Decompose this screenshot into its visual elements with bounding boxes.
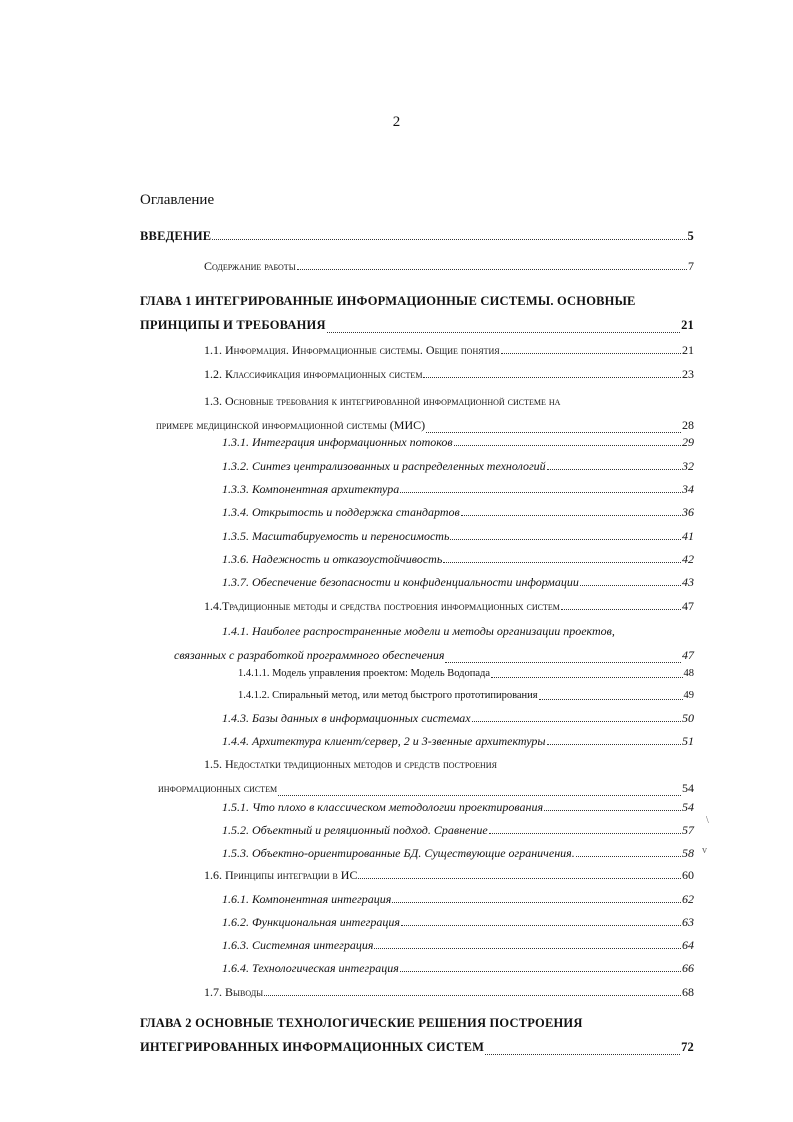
entry-page: 72 xyxy=(681,1040,694,1054)
entry-title-line1: 1.5. Недостатки традиционных методов и средств построения xyxy=(204,757,497,771)
toc-entry-1-6-2[interactable] xyxy=(222,914,694,930)
entry-title: 1.4.1.1. Модель управления проектом: Модель Водопада xyxy=(238,668,491,679)
entry-page: 64 xyxy=(682,938,694,952)
entry-title-line2: ПРИНЦИПЫ И ТРЕБОВАНИЯ xyxy=(140,318,326,332)
entry-title: 1.6.4. Технологическая интеграция xyxy=(222,961,399,975)
entry-title: 1.3.2. Синтез централизованных и распределенных технологий xyxy=(222,459,546,473)
entry-page: 36 xyxy=(682,505,694,519)
entry-title-line1: ГЛАВА 2 ОСНОВНЫЕ ТЕХНОЛОГИЧЕСКИЕ РЕШЕНИЯ ПОСТРОЕНИЯ xyxy=(140,1016,583,1030)
toc-title: Оглавление xyxy=(140,192,215,208)
entry-page: 23 xyxy=(682,367,694,381)
entry-page: 32 xyxy=(682,459,694,473)
entry-title: 1.3.5. Масштабируемость и переносимость xyxy=(222,529,450,543)
entry-title-line2: информационных систем xyxy=(158,781,278,795)
toc-entry-1-5-1[interactable] xyxy=(222,799,694,815)
entry-title: 1.7. Выводы xyxy=(204,985,264,999)
toc-entry-1-1[interactable] xyxy=(204,342,694,358)
toc-entry-1-3[interactable] xyxy=(156,389,694,437)
page-number: 2 xyxy=(392,114,401,130)
entry-title-line2: ИНТЕГРИРОВАННЫХ ИНФОРМАЦИОННЫХ СИСТЕМ xyxy=(140,1040,485,1054)
entry-page: 58 xyxy=(682,846,694,860)
toc-entry-1-5-2[interactable] xyxy=(222,822,694,838)
entry-page: 60 xyxy=(682,868,694,882)
entry-title-line1: ГЛАВА 1 ИНТЕГРИРОВАННЫЕ ИНФОРМАЦИОННЫЕ СИСТЕМЫ. ОСНОВНЫЕ xyxy=(140,294,636,308)
entry-page: 63 xyxy=(682,915,694,929)
entry-page: 54 xyxy=(682,800,694,814)
entry-page: 43 xyxy=(682,575,694,589)
toc-entry-chapter-2[interactable] xyxy=(140,1011,694,1059)
entry-title-line2: связанных с разработкой программного обеспечения xyxy=(174,648,445,662)
toc-entry-1-6-3[interactable] xyxy=(222,937,694,953)
toc-entry-1-3-6[interactable] xyxy=(222,551,694,567)
entry-title: 1.6.1. Компонентная интеграция xyxy=(222,892,392,906)
entry-title: 1.5.1. Что плохо в классическом методологии проектирования xyxy=(222,800,544,814)
toc-entry-intro[interactable] xyxy=(140,228,694,244)
toc-entry-1-3-3[interactable] xyxy=(222,481,694,497)
toc-entry-1-3-2[interactable] xyxy=(222,458,694,474)
toc-entry-1-4[interactable] xyxy=(204,598,694,614)
entry-page: 68 xyxy=(682,985,694,999)
entry-title: 1.4.3. Базы данных в информационных системах xyxy=(222,711,471,725)
toc-entry-1-6[interactable] xyxy=(204,867,694,883)
toc-entry-1-3-1[interactable] xyxy=(222,434,694,450)
entry-page: 29 xyxy=(682,435,694,449)
entry-title-line1: 1.4.1. Наиболее распространенные модели и методы организации проектов, xyxy=(222,624,615,638)
entry-title: 1.3.1. Интеграция информационных потоков xyxy=(222,435,453,449)
entry-page: 54 xyxy=(682,781,694,795)
entry-page: 34 xyxy=(682,482,694,496)
toc-entry-1-4-3[interactable] xyxy=(222,710,694,726)
entry-page: 57 xyxy=(682,823,694,837)
entry-title: 1.3.7. Обеспечение безопасности и конфиденциальности информации xyxy=(222,575,579,589)
entry-title: 1.5.2. Объектный и реляционный подход. Сравнение xyxy=(222,823,488,837)
entry-title: 1.4.Традиционные методы и средства построения информационных систем xyxy=(204,599,560,613)
entry-title: 1.3.3. Компонентная архитектура xyxy=(222,482,400,496)
toc-entry-1-2[interactable] xyxy=(204,366,694,382)
toc-entry-1-3-7[interactable] xyxy=(222,574,694,590)
entry-page: 51 xyxy=(682,734,694,748)
toc-entry-1-5-3[interactable] xyxy=(222,845,694,861)
toc-entry-content[interactable] xyxy=(204,258,694,274)
entry-title: 1.5.3. Объектно-ориентированные БД. Существующие ограничения. xyxy=(222,846,575,860)
toc-entry-chapter-1[interactable] xyxy=(140,289,694,337)
toc-entry-1-3-4[interactable] xyxy=(222,504,694,520)
entry-page: 49 xyxy=(683,690,694,701)
entry-page: 7 xyxy=(688,259,694,273)
entry-page: 21 xyxy=(681,318,694,332)
entry-page: 47 xyxy=(682,599,694,613)
entry-page: 50 xyxy=(682,711,694,725)
entry-title: 1.3.6. Надежность и отказоустойчивость xyxy=(222,552,443,566)
entry-title: 1.1. Информация. Информационные системы. Общие понятия xyxy=(204,343,500,357)
toc-entry-1-6-1[interactable] xyxy=(222,891,694,907)
entry-page: 21 xyxy=(682,343,694,357)
entry-title: 1.4.1.2. Спиральный метод, или метод быстрого прототипирования xyxy=(238,690,538,701)
entry-title: 1.2. Классификация информационных систем xyxy=(204,367,423,381)
entry-title: 1.6. Принципы интеграции в ИС xyxy=(204,868,358,882)
entry-title: 1.4.4. Архитектура клиент/сервер, 2 и 3-звенные архитектуры xyxy=(222,734,546,748)
entry-page: 62 xyxy=(682,892,694,906)
toc-entry-1-4-1-1[interactable] xyxy=(238,666,694,682)
entry-page: 66 xyxy=(682,961,694,975)
entry-page: 42 xyxy=(682,552,694,566)
entry-title: Содержание работы xyxy=(204,259,296,273)
entry-title-line1: 1.3. Основные требования к интегрированной информационной системе на xyxy=(204,394,561,408)
toc-entry-1-4-1-2[interactable] xyxy=(238,688,694,704)
entry-title: ВВЕДЕНИЕ xyxy=(140,229,212,243)
toc-entry-1-6-4[interactable] xyxy=(222,960,694,976)
entry-title: 1.3.4. Открытость и поддержка стандартов xyxy=(222,505,460,519)
margin-mark: v xyxy=(702,845,707,856)
entry-page: 48 xyxy=(683,668,694,679)
entry-title: 1.6.3. Системная интеграция xyxy=(222,938,374,952)
entry-page: 28 xyxy=(682,418,694,432)
toc-entry-1-7[interactable] xyxy=(204,984,694,1000)
toc-entry-1-3-5[interactable] xyxy=(222,528,694,544)
toc-entry-1-5[interactable] xyxy=(158,752,694,800)
entry-title-line2: примере медицинской информационной системы (МИС) xyxy=(156,418,426,432)
margin-mark: \ xyxy=(706,815,709,826)
toc-entry-1-4-1[interactable] xyxy=(174,619,694,667)
entry-page: 41 xyxy=(682,529,694,543)
entry-page: 5 xyxy=(687,229,694,243)
entry-page: 47 xyxy=(682,648,694,662)
toc-entry-1-4-4[interactable] xyxy=(222,733,694,749)
entry-title: 1.6.2. Функциональная интеграция xyxy=(222,915,400,929)
